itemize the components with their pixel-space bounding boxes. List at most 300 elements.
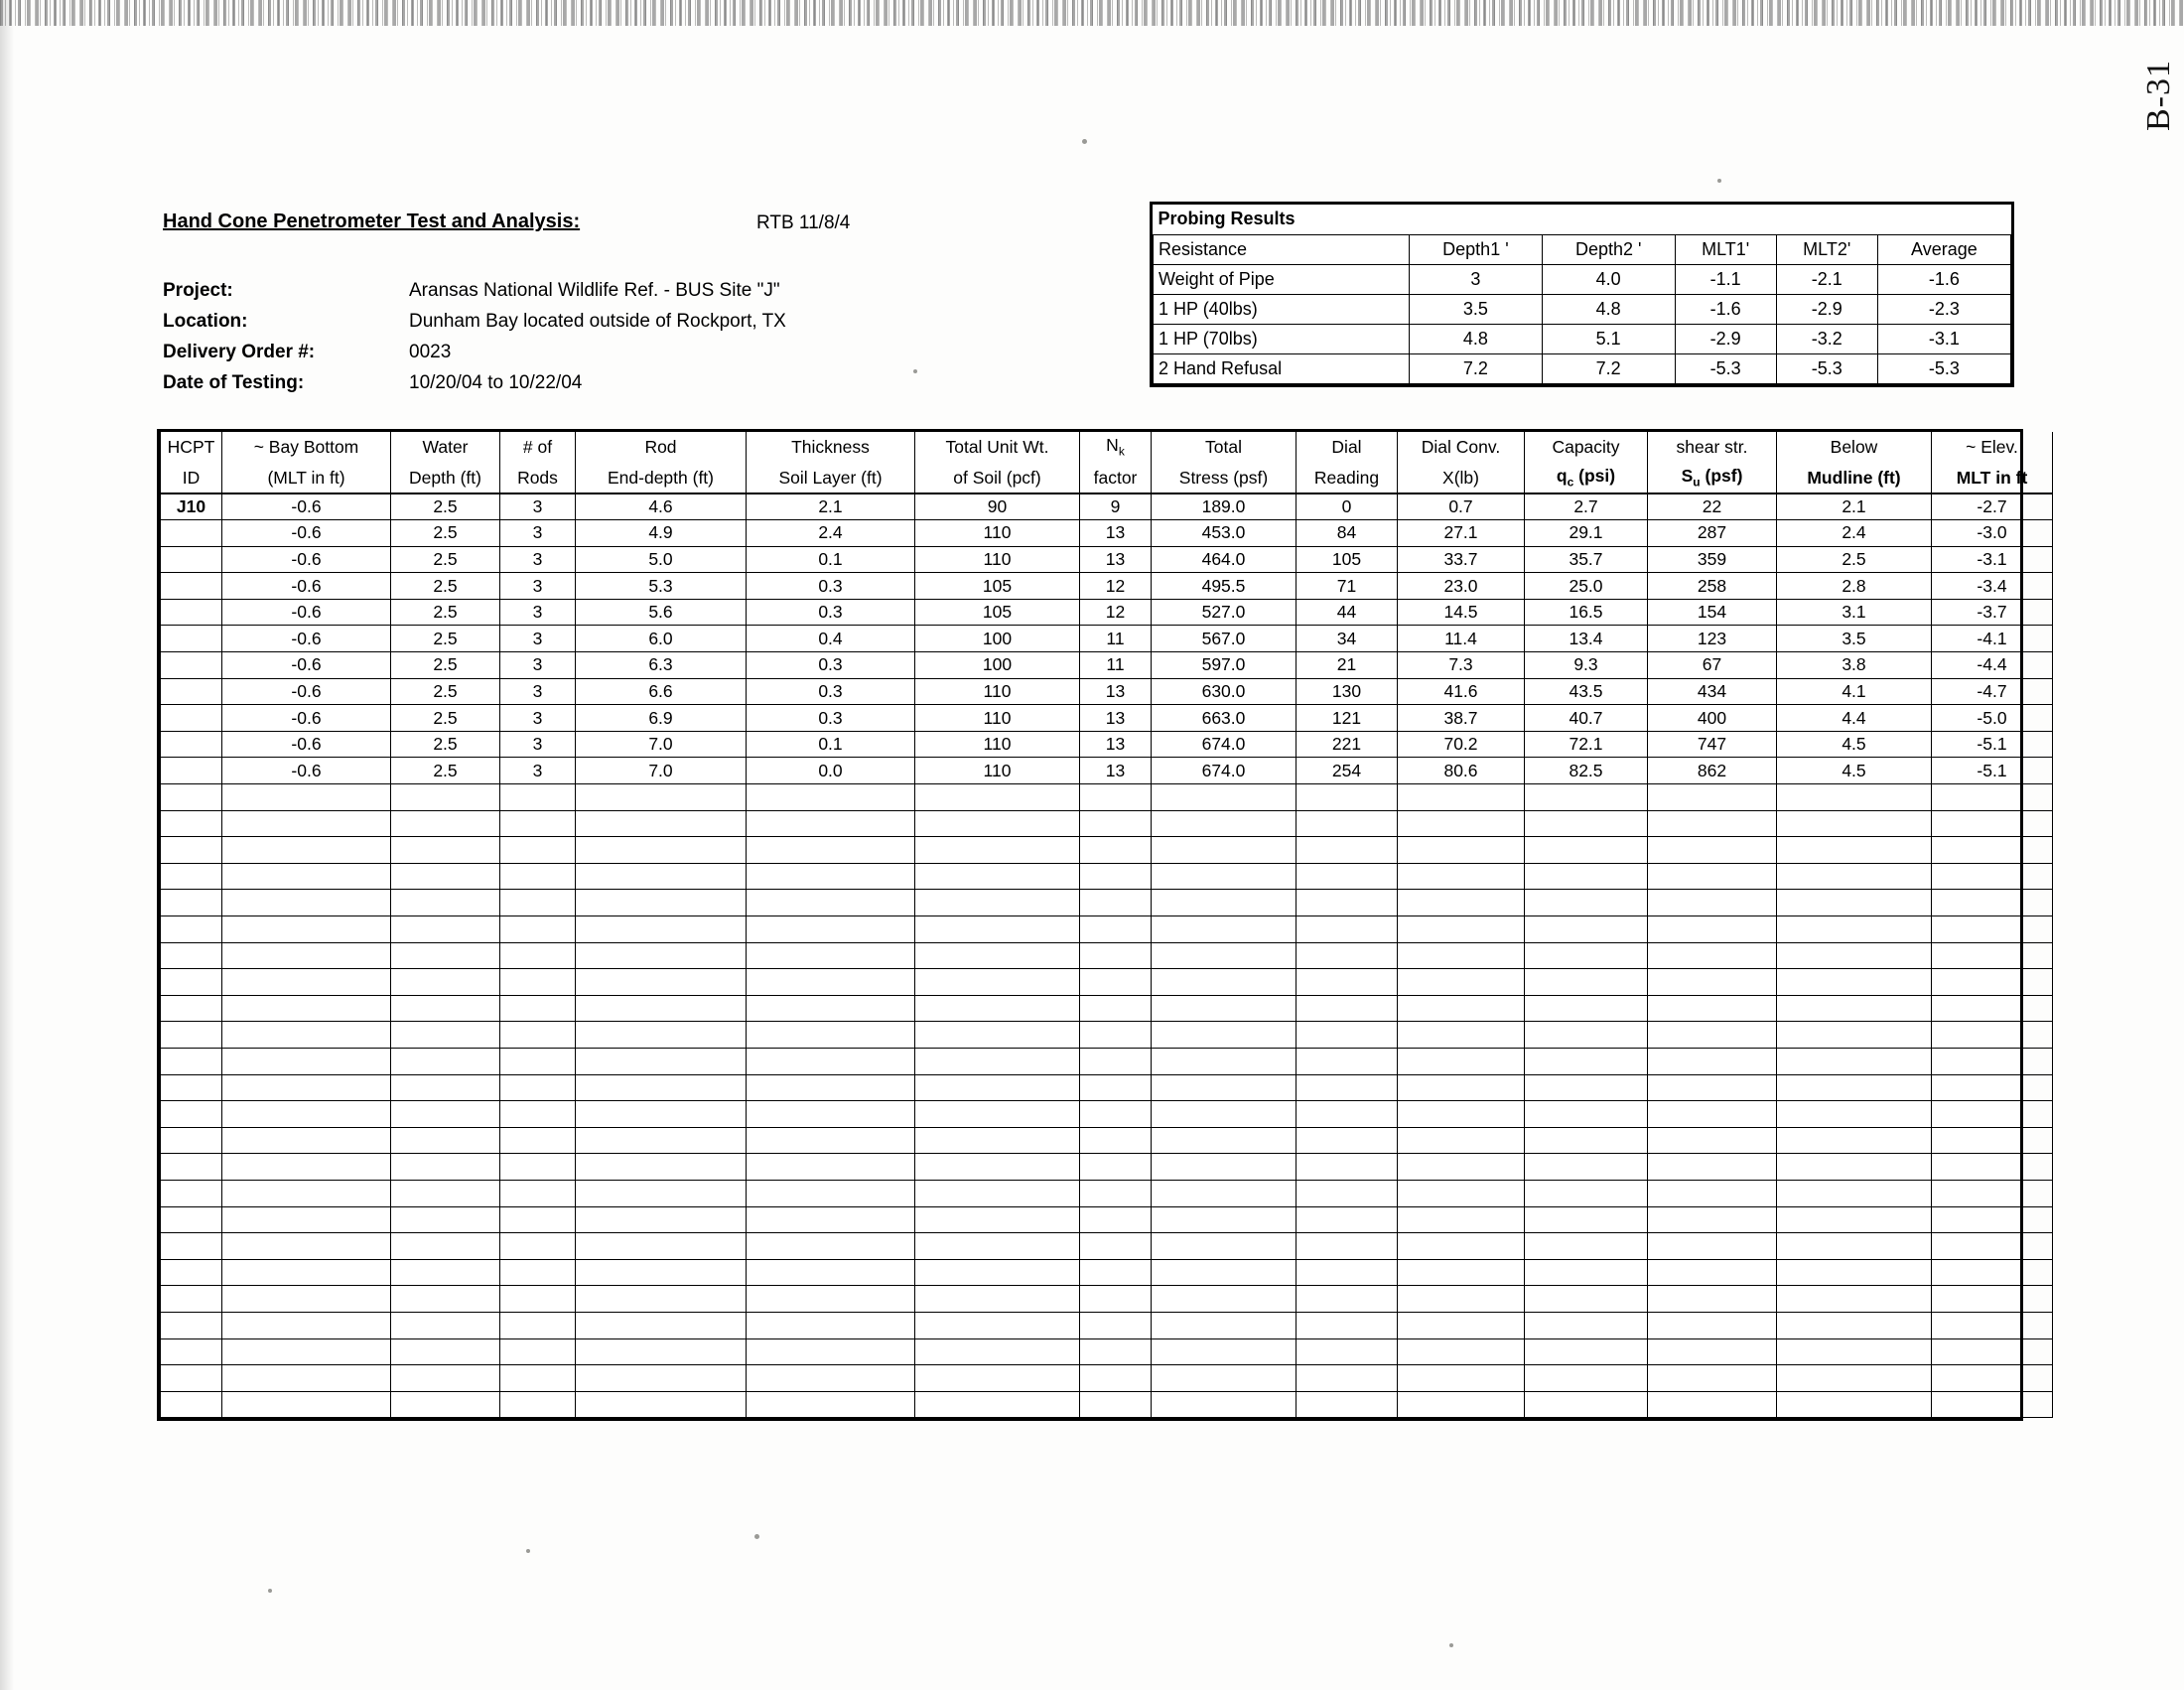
table-cell-empty bbox=[1080, 1154, 1152, 1181]
table-cell-empty bbox=[1648, 1233, 1777, 1260]
table-cell: 110 bbox=[915, 546, 1080, 573]
table-row-empty bbox=[161, 1048, 2053, 1074]
table-cell: -0.6 bbox=[222, 652, 391, 679]
table-cell-empty bbox=[1152, 969, 1297, 996]
table-cell-empty bbox=[1648, 1259, 1777, 1286]
table-cell-empty bbox=[1152, 1338, 1297, 1365]
table-row-empty bbox=[161, 1127, 2053, 1154]
table-cell-empty bbox=[161, 1074, 222, 1101]
scan-speckle bbox=[268, 1589, 272, 1593]
table-cell: 110 bbox=[915, 705, 1080, 732]
table-cell-empty bbox=[161, 890, 222, 916]
table-row-empty bbox=[161, 810, 2053, 837]
table-cell-empty bbox=[1932, 1180, 2053, 1206]
table-row bbox=[161, 626, 2053, 652]
table-row-empty bbox=[161, 1154, 2053, 1181]
table-cell-empty bbox=[1932, 863, 2053, 890]
table-cell-empty bbox=[161, 1338, 222, 1365]
col-capacity-subscript: c bbox=[1567, 475, 1574, 490]
metadata-row bbox=[163, 311, 917, 342]
table-cell-empty bbox=[391, 942, 500, 969]
table-cell: -5.0 bbox=[1932, 705, 2053, 732]
table-cell-empty bbox=[915, 1338, 1080, 1365]
table-cell-empty bbox=[391, 890, 500, 916]
table-cell-empty bbox=[1932, 1048, 2053, 1074]
probing-cell: -3.1 bbox=[1877, 324, 2010, 353]
table-cell-empty bbox=[161, 1048, 222, 1074]
probing-column-header: Depth1 ' bbox=[1410, 234, 1543, 264]
table-row-empty bbox=[161, 1259, 2053, 1286]
table-cell-empty bbox=[1932, 1259, 2053, 1286]
table-cell: 12 bbox=[1080, 573, 1152, 600]
table-cell-empty bbox=[1080, 1233, 1152, 1260]
table-cell-empty bbox=[1777, 1180, 1932, 1206]
probing-row-label: 1 HP (70lbs) bbox=[1154, 324, 1410, 353]
table-cell-empty bbox=[1080, 837, 1152, 864]
probing-body bbox=[1154, 264, 2011, 383]
table-cell-empty bbox=[576, 1365, 747, 1392]
table-cell-empty bbox=[391, 784, 500, 811]
table-cell-empty bbox=[576, 1154, 747, 1181]
table-cell-empty bbox=[222, 1365, 391, 1392]
table-cell-empty bbox=[1297, 784, 1398, 811]
table-cell-empty bbox=[747, 1127, 915, 1154]
table-cell-empty bbox=[1398, 1391, 1525, 1418]
table-cell-empty bbox=[576, 942, 747, 969]
table-cell: 2.5 bbox=[391, 758, 500, 784]
table-cell-empty bbox=[1932, 1286, 2053, 1313]
table-cell-empty bbox=[1398, 863, 1525, 890]
table-cell-empty bbox=[161, 916, 222, 943]
table-cell: 400 bbox=[1648, 705, 1777, 732]
table-cell-empty bbox=[500, 1286, 576, 1313]
col-dial-sub: Reading bbox=[1297, 463, 1398, 493]
table-cell: 3.1 bbox=[1777, 599, 1932, 626]
table-cell-empty bbox=[1932, 1074, 2053, 1101]
table-row-empty bbox=[161, 1180, 2053, 1206]
table-cell: 453.0 bbox=[1152, 520, 1297, 547]
table-cell-empty bbox=[1080, 784, 1152, 811]
table-cell-empty bbox=[391, 1074, 500, 1101]
table-cell-empty bbox=[391, 995, 500, 1022]
table-cell-empty bbox=[747, 863, 915, 890]
table-cell-empty bbox=[1648, 1154, 1777, 1181]
table-cell: 4.9 bbox=[576, 520, 747, 547]
table-cell-empty bbox=[1525, 969, 1648, 996]
table-cell: 527.0 bbox=[1152, 599, 1297, 626]
table-cell-empty bbox=[747, 1286, 915, 1313]
table-cell: 105 bbox=[915, 599, 1080, 626]
table-cell: 7.0 bbox=[576, 731, 747, 758]
table-cell-empty bbox=[576, 995, 747, 1022]
table-cell-empty bbox=[1777, 1074, 1932, 1101]
table-cell-empty bbox=[915, 916, 1080, 943]
table-row-empty bbox=[161, 1338, 2053, 1365]
col-elev-text: MLT in ft bbox=[1956, 467, 2028, 488]
table-cell: 80.6 bbox=[1398, 758, 1525, 784]
table-cell-empty bbox=[1080, 1074, 1152, 1101]
table-cell: 154 bbox=[1648, 599, 1777, 626]
table-cell: 44 bbox=[1297, 599, 1398, 626]
table-cell-empty bbox=[1932, 942, 2053, 969]
table-cell: 3 bbox=[500, 546, 576, 573]
table-cell-empty bbox=[161, 810, 222, 837]
table-cell-empty bbox=[500, 1180, 576, 1206]
table-cell-empty bbox=[222, 1101, 391, 1128]
table-cell: 287 bbox=[1648, 520, 1777, 547]
table-cell-empty bbox=[391, 1127, 500, 1154]
table-cell-empty bbox=[500, 1048, 576, 1074]
col-capacity-symbol: q bbox=[1556, 465, 1568, 486]
cell-hcpt-id bbox=[161, 573, 222, 600]
table-cell: 5.6 bbox=[576, 599, 747, 626]
table-cell-empty bbox=[1648, 1101, 1777, 1128]
table-cell: -2.7 bbox=[1932, 493, 2053, 520]
cell-hcpt-id: J10 bbox=[161, 493, 222, 520]
table-cell-empty bbox=[222, 890, 391, 916]
table-cell-empty bbox=[1777, 1286, 1932, 1313]
table-cell-empty bbox=[1080, 1338, 1152, 1365]
cell-hcpt-id bbox=[161, 520, 222, 547]
table-cell-empty bbox=[1398, 1127, 1525, 1154]
table-cell-empty bbox=[1932, 995, 2053, 1022]
table-cell: 3 bbox=[500, 731, 576, 758]
table-cell-empty bbox=[576, 890, 747, 916]
table-cell-empty bbox=[1398, 1154, 1525, 1181]
table-cell: 4.4 bbox=[1777, 705, 1932, 732]
probing-row-label: Weight of Pipe bbox=[1154, 264, 1410, 294]
table-cell-empty bbox=[1777, 1206, 1932, 1233]
table-cell-empty bbox=[391, 837, 500, 864]
table-cell-empty bbox=[1297, 863, 1398, 890]
table-cell-empty bbox=[1398, 1101, 1525, 1128]
table-cell: 72.1 bbox=[1525, 731, 1648, 758]
cell-hcpt-id bbox=[161, 705, 222, 732]
table-cell-empty bbox=[1297, 1022, 1398, 1049]
table-row bbox=[161, 520, 2053, 547]
table-cell-empty bbox=[161, 863, 222, 890]
table-cell-empty bbox=[1525, 1259, 1648, 1286]
table-cell: 25.0 bbox=[1525, 573, 1648, 600]
table-cell-empty bbox=[161, 1365, 222, 1392]
probing-cell: -2.1 bbox=[1776, 264, 1877, 294]
scan-speckle bbox=[1082, 139, 1087, 144]
table-cell-empty bbox=[222, 1048, 391, 1074]
table-cell-empty bbox=[1398, 1233, 1525, 1260]
probing-row bbox=[1154, 264, 2011, 294]
table-cell-empty bbox=[1525, 1206, 1648, 1233]
table-cell-empty bbox=[576, 1312, 747, 1338]
table-cell-empty bbox=[1525, 1048, 1648, 1074]
table-cell-empty bbox=[1525, 1365, 1648, 1392]
metadata-row bbox=[163, 372, 917, 403]
table-cell-empty bbox=[1932, 1312, 2053, 1338]
table-cell: -4.4 bbox=[1932, 652, 2053, 679]
table-cell: -0.6 bbox=[222, 493, 391, 520]
table-cell-empty bbox=[1398, 969, 1525, 996]
table-cell-empty bbox=[1297, 969, 1398, 996]
table-cell-empty bbox=[1525, 784, 1648, 811]
table-cell-empty bbox=[747, 1154, 915, 1181]
table-cell: 254 bbox=[1297, 758, 1398, 784]
table-cell: -3.1 bbox=[1932, 546, 2053, 573]
table-cell-empty bbox=[747, 1338, 915, 1365]
metadata-value: 0023 bbox=[409, 342, 452, 362]
table-cell-empty bbox=[161, 1154, 222, 1181]
table-cell: 674.0 bbox=[1152, 731, 1297, 758]
scan-speckle bbox=[1717, 179, 1721, 183]
table-cell-empty bbox=[915, 1101, 1080, 1128]
table-cell: 13 bbox=[1080, 758, 1152, 784]
report-code: RTB 11/8/4 bbox=[756, 212, 851, 233]
table-cell-empty bbox=[391, 1233, 500, 1260]
col-below: Below bbox=[1777, 432, 1932, 463]
table-cell-empty bbox=[1152, 1022, 1297, 1049]
table-cell: 23.0 bbox=[1398, 573, 1525, 600]
table-cell-empty bbox=[1648, 969, 1777, 996]
table-cell: 3 bbox=[500, 678, 576, 705]
table-cell: 0.3 bbox=[747, 705, 915, 732]
table-cell-empty bbox=[747, 969, 915, 996]
table-cell: 3 bbox=[500, 493, 576, 520]
table-cell-empty bbox=[1525, 1312, 1648, 1338]
probing-column-header: MLT1' bbox=[1675, 234, 1776, 264]
table-cell-empty bbox=[1080, 863, 1152, 890]
table-cell-empty bbox=[747, 837, 915, 864]
table-cell-empty bbox=[500, 1259, 576, 1286]
table-cell-empty bbox=[1932, 1233, 2053, 1260]
scan-speckle bbox=[526, 1549, 530, 1553]
col-shear-subscript: u bbox=[1693, 475, 1701, 490]
table-cell: 464.0 bbox=[1152, 546, 1297, 573]
table-cell-empty bbox=[1648, 995, 1777, 1022]
table-cell-empty bbox=[576, 1206, 747, 1233]
table-cell: 2.5 bbox=[1777, 546, 1932, 573]
table-cell: -0.6 bbox=[222, 573, 391, 600]
table-cell-empty bbox=[222, 1180, 391, 1206]
table-cell-empty bbox=[222, 1074, 391, 1101]
table-cell-empty bbox=[500, 995, 576, 1022]
table-cell-empty bbox=[1297, 1312, 1398, 1338]
col-elev: ~ Elev. bbox=[1932, 432, 2053, 463]
probing-caption: Probing Results bbox=[1154, 205, 2011, 234]
project-metadata bbox=[163, 280, 917, 403]
table-cell-empty bbox=[1297, 1048, 1398, 1074]
table-cell-empty bbox=[222, 916, 391, 943]
table-cell-empty bbox=[1777, 1048, 1932, 1074]
table-cell-empty bbox=[1648, 1365, 1777, 1392]
table-cell: 12 bbox=[1080, 599, 1152, 626]
table-cell: 663.0 bbox=[1152, 705, 1297, 732]
hcpt-data-table bbox=[157, 429, 2028, 1421]
col-dial-conv-sub: X(lb) bbox=[1398, 463, 1525, 493]
table-row-empty bbox=[161, 863, 2053, 890]
cell-hcpt-id bbox=[161, 731, 222, 758]
table-cell: 7.3 bbox=[1398, 652, 1525, 679]
table-cell-empty bbox=[1398, 1206, 1525, 1233]
table-cell-empty bbox=[391, 863, 500, 890]
table-cell-empty bbox=[500, 942, 576, 969]
table-cell: 434 bbox=[1648, 678, 1777, 705]
table-cell: 2.5 bbox=[391, 731, 500, 758]
table-cell: 5.3 bbox=[576, 573, 747, 600]
table-cell-empty bbox=[1297, 1391, 1398, 1418]
table-cell-empty bbox=[747, 1180, 915, 1206]
table-cell: 110 bbox=[915, 758, 1080, 784]
metadata-row bbox=[163, 280, 917, 311]
table-cell: 105 bbox=[1297, 546, 1398, 573]
table-cell-empty bbox=[1080, 1259, 1152, 1286]
metadata-label: Location: bbox=[163, 311, 248, 332]
table-cell-empty bbox=[391, 1154, 500, 1181]
table-cell-empty bbox=[222, 863, 391, 890]
table-cell-empty bbox=[1648, 1338, 1777, 1365]
probing-row-label: 2 Hand Refusal bbox=[1154, 353, 1410, 383]
table-cell-empty bbox=[1297, 837, 1398, 864]
table-cell-empty bbox=[1152, 890, 1297, 916]
table-cell-empty bbox=[1932, 890, 2053, 916]
table-cell-empty bbox=[747, 942, 915, 969]
table-cell: -4.7 bbox=[1932, 678, 2053, 705]
table-cell: 567.0 bbox=[1152, 626, 1297, 652]
table-cell: 43.5 bbox=[1525, 678, 1648, 705]
table-cell-empty bbox=[1152, 1233, 1297, 1260]
table-cell-empty bbox=[500, 1022, 576, 1049]
table-row-empty bbox=[161, 1365, 2053, 1392]
table-cell-empty bbox=[1152, 1259, 1297, 1286]
table-cell-empty bbox=[1932, 1206, 2053, 1233]
table-cell-empty bbox=[1080, 1206, 1152, 1233]
table-cell: 21 bbox=[1297, 652, 1398, 679]
probing-cell: -1.6 bbox=[1877, 264, 2010, 294]
table-cell: 13.4 bbox=[1525, 626, 1648, 652]
table-cell-empty bbox=[915, 1180, 1080, 1206]
table-cell-empty bbox=[576, 1022, 747, 1049]
probing-row bbox=[1154, 353, 2011, 383]
table-cell-empty bbox=[1525, 1286, 1648, 1313]
table-row-empty bbox=[161, 969, 2053, 996]
table-cell: 2.1 bbox=[1777, 493, 1932, 520]
table-cell-empty bbox=[1297, 890, 1398, 916]
table-cell-empty bbox=[1777, 1101, 1932, 1128]
table-cell-empty bbox=[1398, 837, 1525, 864]
table-cell-empty bbox=[915, 1022, 1080, 1049]
table-cell-empty bbox=[391, 1312, 500, 1338]
table-cell-empty bbox=[915, 995, 1080, 1022]
table-cell: 2.5 bbox=[391, 493, 500, 520]
table-cell-empty bbox=[1297, 1127, 1398, 1154]
table-cell: -0.6 bbox=[222, 678, 391, 705]
col-bay-bottom-sub: (MLT in ft) bbox=[222, 463, 391, 493]
table-row-empty bbox=[161, 1312, 2053, 1338]
col-unit-weight-sub: of Soil (pcf) bbox=[915, 463, 1080, 493]
table-cell-empty bbox=[222, 1338, 391, 1365]
table-cell: 90 bbox=[915, 493, 1080, 520]
probing-column-header: Resistance bbox=[1154, 234, 1410, 264]
table-cell-empty bbox=[1525, 1101, 1648, 1128]
table-cell-empty bbox=[391, 1365, 500, 1392]
col-hcpt-id-sub: ID bbox=[161, 463, 222, 493]
table-row bbox=[161, 652, 2053, 679]
table-cell-empty bbox=[1398, 1365, 1525, 1392]
table-cell: 2.4 bbox=[747, 520, 915, 547]
table-cell: 359 bbox=[1648, 546, 1777, 573]
table-cell: 3.8 bbox=[1777, 652, 1932, 679]
table-cell-empty bbox=[1525, 890, 1648, 916]
table-cell-empty bbox=[576, 1286, 747, 1313]
table-cell: 189.0 bbox=[1152, 493, 1297, 520]
table-cell-empty bbox=[915, 863, 1080, 890]
table-cell: 0.7 bbox=[1398, 493, 1525, 520]
table-cell-empty bbox=[1398, 942, 1525, 969]
table-cell-empty bbox=[500, 1101, 576, 1128]
table-cell: 9.3 bbox=[1525, 652, 1648, 679]
table-cell: 13 bbox=[1080, 520, 1152, 547]
table-header-row-1 bbox=[161, 432, 2053, 463]
table-cell-empty bbox=[161, 1127, 222, 1154]
table-cell-empty bbox=[747, 1312, 915, 1338]
table-cell: 84 bbox=[1297, 520, 1398, 547]
table-cell: 5.0 bbox=[576, 546, 747, 573]
table-cell-empty bbox=[1152, 1286, 1297, 1313]
table-cell-empty bbox=[1398, 1074, 1525, 1101]
table-cell-empty bbox=[1398, 916, 1525, 943]
table-cell: 3 bbox=[500, 758, 576, 784]
table-cell: 67 bbox=[1648, 652, 1777, 679]
table-cell-empty bbox=[161, 1022, 222, 1049]
table-cell-empty bbox=[1152, 810, 1297, 837]
table-cell-empty bbox=[1152, 916, 1297, 943]
table-cell-empty bbox=[391, 916, 500, 943]
table-cell-empty bbox=[500, 1127, 576, 1154]
table-row-empty bbox=[161, 942, 2053, 969]
col-total-stress: Total bbox=[1152, 432, 1297, 463]
table-cell-empty bbox=[1152, 1365, 1297, 1392]
table-cell-empty bbox=[391, 1338, 500, 1365]
probing-cell: 7.2 bbox=[1410, 353, 1543, 383]
table-row-empty bbox=[161, 1206, 2053, 1233]
probing-row bbox=[1154, 294, 2011, 324]
table-cell-empty bbox=[1777, 1233, 1932, 1260]
table-cell-empty bbox=[747, 1391, 915, 1418]
table-cell-empty bbox=[161, 784, 222, 811]
table-cell-empty bbox=[500, 1154, 576, 1181]
table-cell-empty bbox=[161, 1312, 222, 1338]
table-cell: 0.3 bbox=[747, 652, 915, 679]
table-cell-empty bbox=[1777, 916, 1932, 943]
table-cell-empty bbox=[915, 837, 1080, 864]
table-cell-empty bbox=[161, 1391, 222, 1418]
col-total-stress-sub: Stress (psf) bbox=[1152, 463, 1297, 493]
table-cell: 2.4 bbox=[1777, 520, 1932, 547]
col-thickness-sub: Soil Layer (ft) bbox=[747, 463, 915, 493]
table-cell-empty bbox=[1080, 1286, 1152, 1313]
table-cell: 33.7 bbox=[1398, 546, 1525, 573]
table-cell-empty bbox=[1080, 1312, 1152, 1338]
table-cell-empty bbox=[1080, 1365, 1152, 1392]
table-cell-empty bbox=[1297, 1365, 1398, 1392]
metadata-value: Dunham Bay located outside of Rockport, TX bbox=[409, 311, 786, 332]
col-dial-conv: Dial Conv. bbox=[1398, 432, 1525, 463]
table-cell-empty bbox=[1525, 916, 1648, 943]
table-cell: 6.0 bbox=[576, 626, 747, 652]
table-cell-empty bbox=[500, 863, 576, 890]
table-cell: 2.5 bbox=[391, 705, 500, 732]
table-cell-empty bbox=[1648, 810, 1777, 837]
table-cell: 674.0 bbox=[1152, 758, 1297, 784]
table-cell-empty bbox=[1525, 1338, 1648, 1365]
table-cell-empty bbox=[1398, 1048, 1525, 1074]
